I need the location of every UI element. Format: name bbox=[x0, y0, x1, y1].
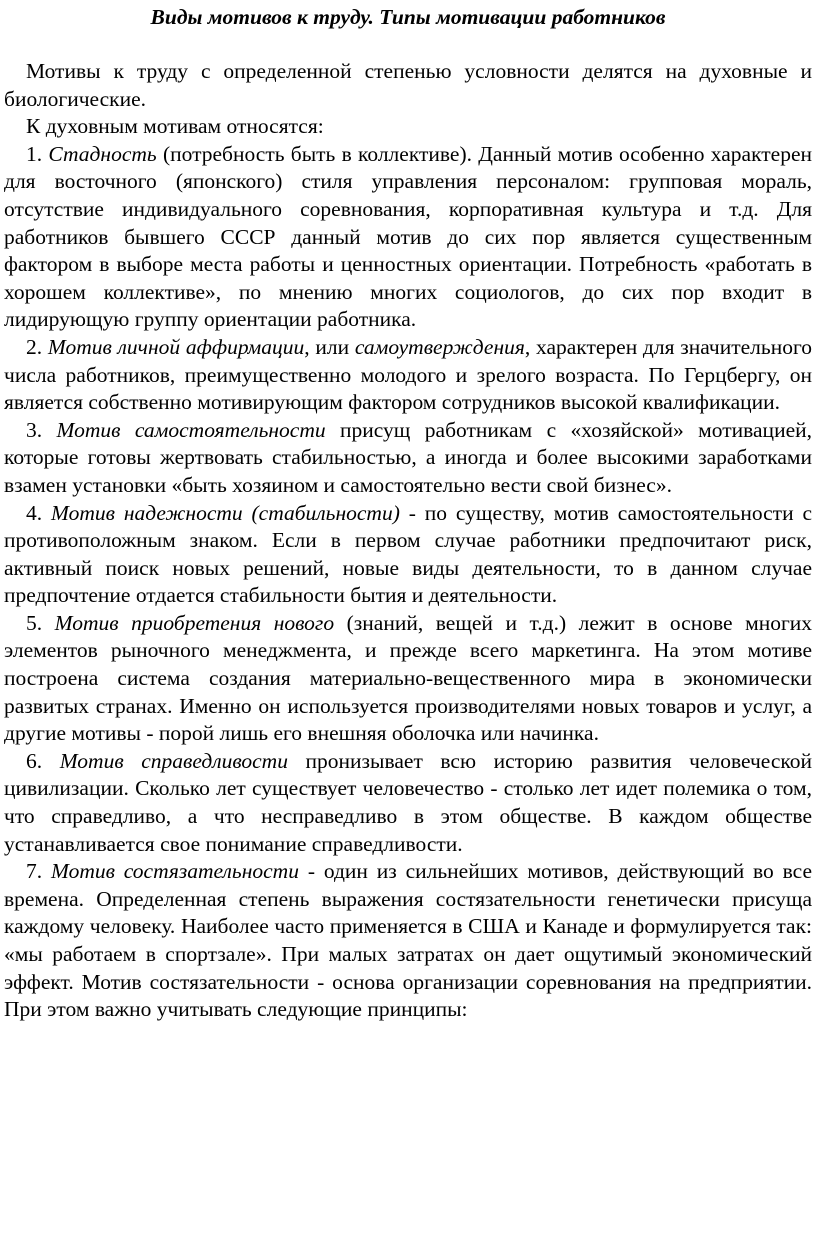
motive-item-5 bbox=[4, 610, 812, 748]
term-separator bbox=[288, 749, 306, 773]
motive-term: Мотив состязательности bbox=[50, 859, 299, 884]
item-number: 3. bbox=[26, 417, 43, 442]
term-separator bbox=[326, 418, 340, 442]
spiritual-motives-intro: К духовным мотивам относятся: bbox=[26, 114, 324, 139]
motive-item-2 bbox=[4, 334, 812, 417]
motive-term: Мотив личной аффирмации bbox=[47, 334, 305, 359]
motive-description: (потребность быть в коллективе). Данный мотив особенно характерен для восточного (японского) стиля управления персоналом: групповая мораль, отсутствие индивидуального соревнования, корпоративная культура и т.д. Для работников бывшего СССР данный мотив до сих пор является существенным фактором в выборе места работы и ценностных ориентации. Потребность «работать в хорошем коллективе», по мнению многих социологов, до сих пор входит в лидирующую группу ориентации работника. bbox=[4, 141, 812, 332]
motive-description: , характерен для значительного числа работников, преимущественно молодого и зрелого возраста. По Герцбергу, он является собственно мотивирующим фактором сотрудников высокой квалификации. bbox=[4, 334, 812, 415]
motive-item-1 bbox=[4, 141, 812, 334]
motive-item-6 bbox=[4, 748, 812, 858]
motive-term-alt: самоутверждения bbox=[354, 334, 525, 359]
motive-description: (знаний, вещей и т.д.) лежит в основе многих элементов рыночного менеджмента, и прежде всего маркетинга. На этом мотиве построена система создания материально-вещественного мира в экономически развитых странах. Именно он используется производителями новых товаров и услуг, а другие мотивы - порой лишь его внешняя оболочка или начинка. bbox=[4, 610, 813, 746]
motive-description: - один из сильнейших мотивов, действующий во все времена. Определенная степень выражения состязательности генетически присуща каждому человеку. Наиболее часто применяется в США и Канаде и формулируется так: «мы работаем в спортзале». При малых затратах он дает ощутимый экономический эффект. Мотив состязательности - основа организации соревнования на предприятии. При этом важно учитывать следующие принципы: bbox=[4, 859, 813, 1022]
motive-term: Мотив надежности (стабильности) bbox=[51, 500, 400, 525]
motive-item-7 bbox=[4, 858, 812, 1024]
item-number: 7. bbox=[26, 859, 43, 884]
intro-paragraph: Мотивы к труду с определенной степенью условности делятся на духовные и биологические. bbox=[4, 59, 812, 111]
motive-description: - по существу, мотив самостоятельности с противоположным знаком. Если в первом случае работники предпочитают риск, активный поиск новых решений, новые виды деятельности, то в данном случае предпочтение отдается стабильности бытия и деятельности. bbox=[4, 500, 813, 608]
motive-description: присущ работникам с «хозяйской» мотивацией, которые готовы жертвовать стабильностью, а иногда и более высокими заработками взамен установки «быть хозяином и самостоятельно вести свой бизнес». bbox=[4, 417, 812, 497]
motive-term: Мотив самостоятельности bbox=[56, 417, 326, 442]
term-separator bbox=[334, 611, 347, 635]
document-title: Виды мотивов к труду. Типы мотивации работников bbox=[150, 5, 666, 29]
motive-item-3 bbox=[4, 417, 812, 500]
item-number: 4. bbox=[26, 500, 43, 525]
motive-term: Мотив справедливости bbox=[59, 748, 288, 773]
motive-item-4 bbox=[4, 500, 812, 610]
term-separator bbox=[400, 501, 409, 525]
motive-term: Стадность bbox=[48, 141, 157, 166]
motive-term: Мотив приобретения нового bbox=[54, 610, 335, 635]
term-separator bbox=[299, 859, 308, 883]
term-separator: , или bbox=[304, 334, 355, 359]
motive-description: пронизывает всю историю развития человеческой цивилизации. Сколько лет существует человечество - столько лет идет полемика о том, что справедливо, а что несправедливо в этом обществе. В каждом обществе устанавливается свое понимание справедливости. bbox=[4, 748, 813, 856]
item-number: 6. bbox=[26, 748, 43, 773]
item-number: 5. bbox=[26, 610, 43, 635]
item-number: 1. bbox=[26, 141, 43, 166]
item-number: 2. bbox=[26, 334, 43, 359]
